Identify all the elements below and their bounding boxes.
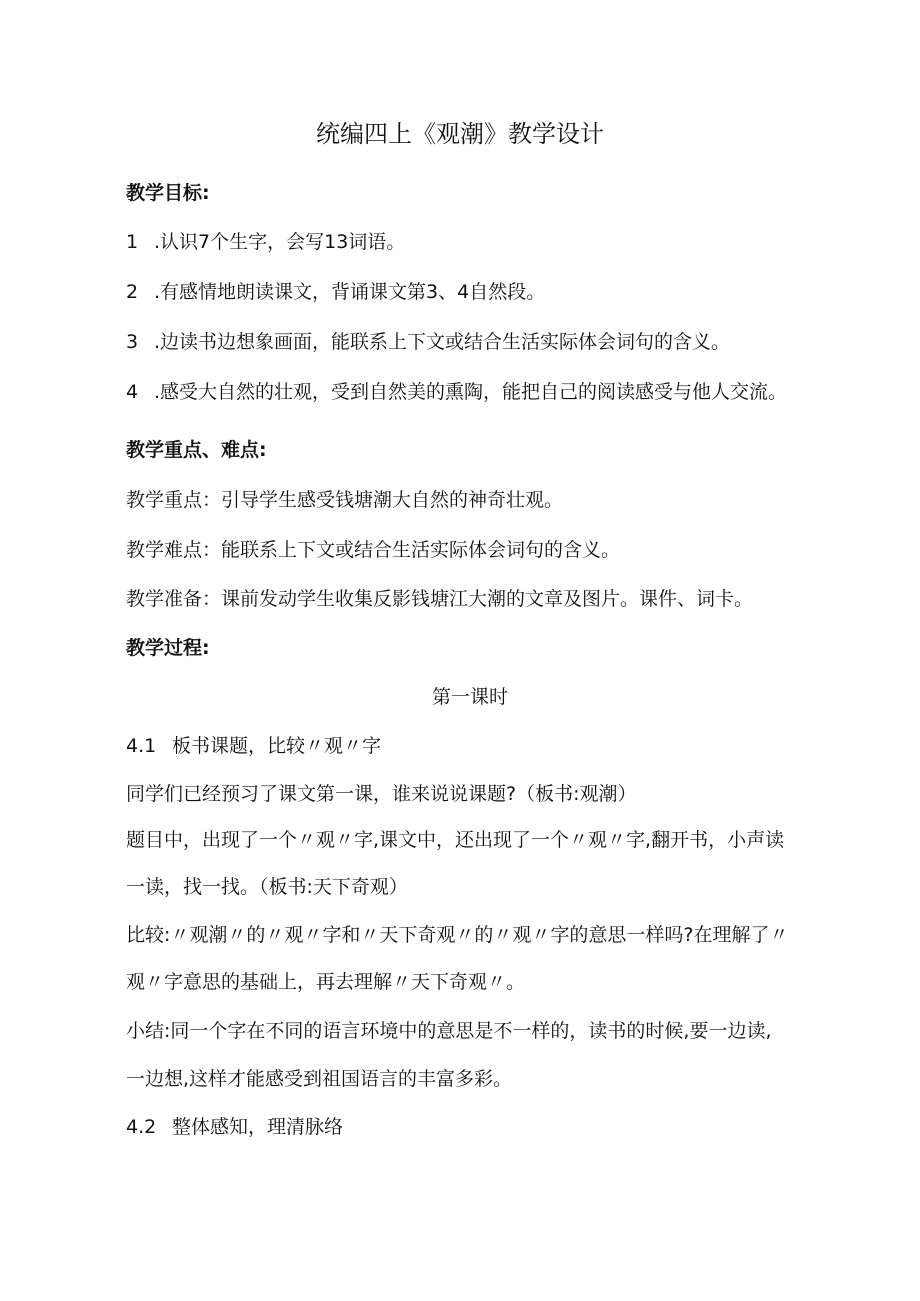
paragraph-line: 题目中，出现了一个〃观〃字,课文中，还出现了一个〃观〃字,翻开书，小声读 bbox=[126, 829, 785, 851]
paragraph-line: 比较:〃观潮〃的〃观〃字和〃天下奇观〃的〃观〃字的意思一样吗?在理解了〃 bbox=[126, 924, 789, 946]
goal-text: .边读书边想象画面，能联系上下文或结合生活实际体会词句的含义。 bbox=[154, 331, 731, 353]
paragraph-line: 一读，找一找。（板书:天下奇观） bbox=[126, 876, 408, 898]
paragraph-line: 一边想,这样才能感受到祖国语言的丰富多彩。 bbox=[126, 1068, 513, 1090]
paragraph-line: 同学们已经预习了课文第一课，谁来说说课题?（板书:观潮） bbox=[126, 783, 637, 805]
goal-number: 2 bbox=[126, 281, 139, 303]
section-title: 整体感知，理清脉络 bbox=[172, 1116, 344, 1138]
preparation-text: 教学准备：课前发动学生收集反影钱塘江大潮的文章及图片。课件、词卡。 bbox=[126, 588, 754, 610]
paragraph-line: 小结:同一个字在不同的语言环境中的意思是不一样的，读书的时候,要一边读, bbox=[126, 1020, 772, 1042]
goal-number: 1 bbox=[126, 231, 139, 253]
goal-text: .认识7个生字，会写13词语。 bbox=[154, 231, 406, 253]
key-point-text: 教学重点：引导学生感受钱塘潮大自然的神奇壮观。 bbox=[126, 489, 564, 511]
goal-item bbox=[126, 329, 730, 355]
key-points-heading: 教学重点、难点: bbox=[126, 439, 267, 461]
goal-text: .有感情地朗读课文，背诵课文第3、4自然段。 bbox=[154, 281, 546, 303]
process-heading: 教学过程: bbox=[126, 637, 210, 659]
goals-heading: 教学目标: bbox=[126, 182, 210, 204]
goal-item bbox=[126, 279, 545, 305]
section-number: 4.1 bbox=[126, 735, 157, 757]
goal-item bbox=[126, 379, 787, 405]
document-title: 统编四上《观潮》教学设计 bbox=[316, 120, 604, 148]
paragraph-line: 观〃字意思的基础上，再去理解〃天下奇观〃。 bbox=[126, 971, 526, 993]
difficulty-text: 教学难点：能联系上下文或结合生活实际体会词句的含义。 bbox=[126, 539, 621, 561]
section-heading bbox=[126, 1114, 343, 1140]
section-number: 4.2 bbox=[126, 1116, 157, 1138]
goal-number: 4 bbox=[126, 381, 139, 403]
section-heading bbox=[126, 733, 381, 759]
section-title: 板书课题，比较〃观〃字 bbox=[172, 735, 382, 757]
goal-item bbox=[126, 229, 405, 255]
lesson-label: 第一课时 bbox=[431, 686, 508, 708]
goal-number: 3 bbox=[126, 331, 139, 353]
goal-text: .感受大自然的壮观，受到自然美的熏陶，能把自己的阅读感受与他人交流。 bbox=[154, 381, 788, 403]
